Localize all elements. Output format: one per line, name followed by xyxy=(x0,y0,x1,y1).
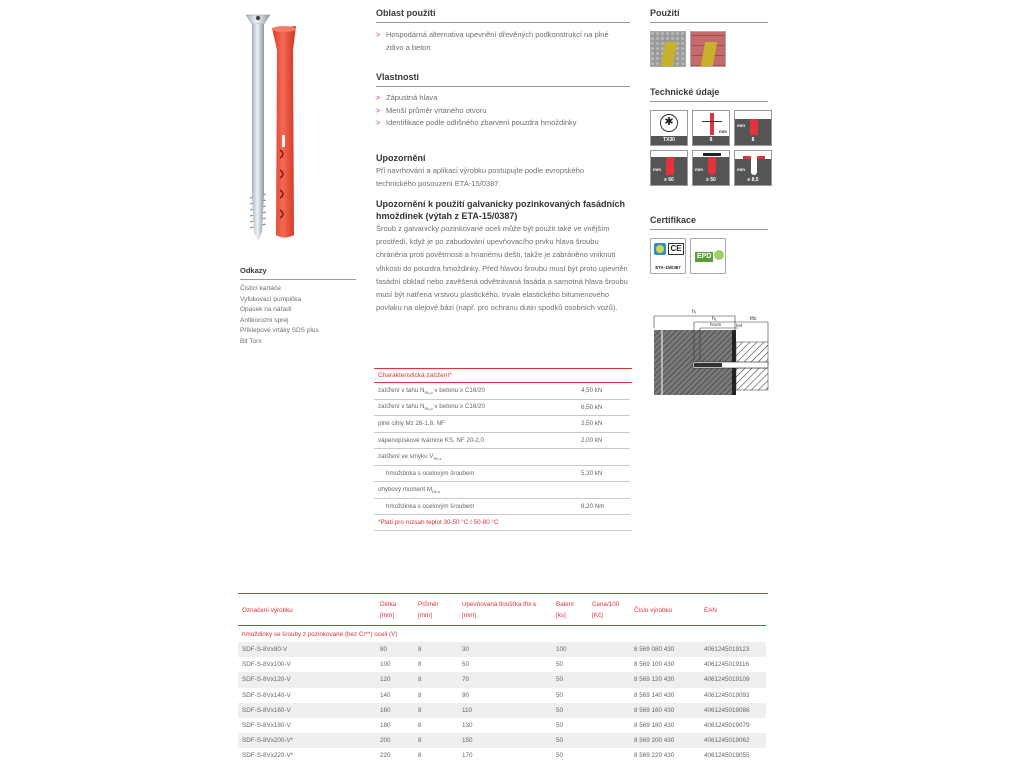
galvanic-warning-section xyxy=(376,198,632,314)
cell-diameter: 8 xyxy=(418,661,422,669)
cell-fixture-thickness: 170 xyxy=(462,752,473,760)
product-group-title: hmoždinky se šrouby z pozinkované (bez Cr**) oceli (V) xyxy=(242,630,398,638)
anchorage-depth-icon: mm ≥ 50 xyxy=(692,150,730,186)
cell-packaging: 50 xyxy=(556,752,564,760)
cell-fixture-thickness: 130 xyxy=(462,722,473,730)
cell-article-number: 8 569 180 430 xyxy=(634,722,675,730)
cell-diameter: 8 xyxy=(414,642,458,657)
product-row[interactable] xyxy=(238,748,766,763)
load-row xyxy=(374,432,630,449)
load-value xyxy=(577,449,630,466)
tech-title: Technické údaje xyxy=(650,87,768,102)
usage-item: > Hospodárná alternativa upevnění dřevěných podkonstrukcí na plné zdivo a beton xyxy=(376,29,630,54)
product-row[interactable] xyxy=(238,672,766,687)
load-label: hmoždinka s ocelovým šroubem xyxy=(374,465,577,482)
col-ean: EAN xyxy=(704,606,717,614)
cell-diameter: 8 xyxy=(414,672,458,687)
cell-packaging: 50 xyxy=(552,672,588,687)
cell-length: 140 xyxy=(380,691,391,699)
cell-product-name: SDF-S-8Vx120-V xyxy=(238,672,376,687)
link-tool-belt[interactable]: Opasek na nářadí xyxy=(240,306,292,313)
product-row[interactable] xyxy=(238,657,766,672)
usage-section xyxy=(376,8,630,54)
col-fixture-thickness: Upevňovaná tloušťka tfix ≤ [mm] xyxy=(462,601,537,619)
load-value: 6,50 kN xyxy=(577,399,630,416)
cell-ean: 4061245019116 xyxy=(704,661,750,669)
cell-price xyxy=(588,748,630,763)
product-row[interactable] xyxy=(238,642,766,657)
col-article-number: Číslo výrobku xyxy=(634,606,673,614)
cell-length: 120 xyxy=(376,672,414,687)
svg-text:h₁: h₁ xyxy=(712,316,717,322)
cell-product-name: SDF-S-8Vx200-V* xyxy=(238,733,376,748)
load-label: zatížení v tahu $N_{Rk,p}$ v betonu ≥ C16/20 xyxy=(374,383,577,399)
torx-drive-icon: ✱ TX30 xyxy=(650,110,688,146)
loads-title: Charakteristická zatížení* xyxy=(374,369,632,383)
epd-badge: EPD xyxy=(690,238,726,274)
cert-title: Certifikace xyxy=(650,215,768,230)
galvanic-warning-title: Upozornění k použití galvanicky pozinkovaných fasádních hmoždinek (výtah z ETA-15/0387) xyxy=(376,199,626,221)
cell-diameter: 8 xyxy=(414,703,458,718)
product-row[interactable] xyxy=(238,688,766,703)
cell-packaging: 50 xyxy=(552,733,588,748)
svg-text:tfix: tfix xyxy=(750,316,757,322)
tech-section xyxy=(650,87,768,102)
cell-fixture-thickness: 110 xyxy=(458,703,552,718)
property-item: > Identifikace podle odlišného zbarvení pouzdra hmoždinky xyxy=(376,117,630,130)
cell-article-number: 8 569 220 430 xyxy=(634,752,675,760)
cell-diameter: 8 xyxy=(418,752,422,760)
col-length: Délka [mm] xyxy=(380,601,397,619)
cell-ean: 4061245019062 xyxy=(700,733,766,748)
load-value: 2,00 kN xyxy=(577,432,630,449)
cell-price xyxy=(588,718,630,733)
cell-packaging: 50 xyxy=(552,703,588,718)
cell-product-name: SDF-S-8Vx80-V xyxy=(238,642,376,657)
load-label: zatížení ve smyku $V_{Rk,s}$ xyxy=(374,449,577,466)
screw-and-anchor-icon xyxy=(236,10,316,245)
load-label: hmoždinka s ocelovým šroubem xyxy=(374,498,577,515)
load-value: 8,20 Nm xyxy=(577,498,630,515)
load-value: 5,30 kN xyxy=(577,465,630,482)
cert-section xyxy=(650,215,768,230)
svg-text:hnom: hnom xyxy=(710,322,722,327)
product-row[interactable] xyxy=(238,718,766,733)
cell-product-name: SDF-S-8Vx220-V* xyxy=(242,752,294,760)
loads-table xyxy=(374,383,630,515)
col-price: Cena/100 [Kč] xyxy=(592,601,620,619)
cell-product-name: SDF-S-8Vx160-V xyxy=(238,703,376,718)
load-row xyxy=(374,498,630,515)
loads-footnote: *Platí pro rozsah teplot 30-50 °C / 50-80 °C xyxy=(374,515,632,531)
product-row[interactable] xyxy=(238,733,766,748)
links-title: Odkazy xyxy=(240,266,356,280)
cell-product-name: SDF-S-8Vx180-V xyxy=(242,722,291,730)
cell-ean: 4061245019086 xyxy=(700,703,766,718)
cell-article-number: 8 569 200 430 xyxy=(630,733,700,748)
load-row xyxy=(374,399,630,416)
cell-fixture-thickness: 90 xyxy=(462,691,470,699)
cell-packaging: 50 xyxy=(556,661,564,669)
cell-length: 180 xyxy=(380,722,391,730)
cell-product-name: SDF-S-8Vx140-V xyxy=(242,691,291,699)
cell-length: 80 xyxy=(376,642,414,657)
load-row xyxy=(374,482,630,499)
cell-ean: 4061245019109 xyxy=(700,672,766,687)
cell-price xyxy=(588,657,630,672)
cell-packaging: 50 xyxy=(556,691,564,699)
load-row xyxy=(374,449,630,466)
svg-text:h₁: h₁ xyxy=(692,309,697,315)
cell-article-number: 8 569 120 430 xyxy=(630,672,700,687)
load-row xyxy=(374,383,630,399)
products-section xyxy=(238,593,768,764)
product-image xyxy=(236,10,316,245)
load-label: ohybový moment $M_{Rk,s}$ xyxy=(374,482,577,499)
cell-product-name: SDF-S-8Vx100-V xyxy=(242,661,291,669)
cell-ean: 4061245019055 xyxy=(704,752,750,760)
cell-article-number: 8 569 140 430 xyxy=(634,691,675,699)
cell-length: 160 xyxy=(376,703,414,718)
link-sds-drills[interactable]: Příklepové vrtáky SDS plus xyxy=(240,327,319,334)
drill-diameter-icon: mm 8 xyxy=(734,110,772,146)
cell-diameter: 8 xyxy=(418,691,422,699)
load-label: vápenopískové tvárnice KS, NF 20-2,0 xyxy=(374,432,577,449)
links-section xyxy=(240,266,356,347)
drill-depth-icon: mm ≥ 60 xyxy=(650,150,688,186)
cell-length: 100 xyxy=(380,661,391,669)
property-item: > Menší průměr vrtaného otvoru xyxy=(376,105,630,118)
cell-fixture-thickness: 50 xyxy=(462,661,470,669)
clearance-hole-icon: mm ≤ 8,5 xyxy=(734,150,772,186)
products-table xyxy=(238,594,766,764)
use-section xyxy=(650,8,768,23)
load-row xyxy=(374,416,630,433)
link-cleaning-brushes[interactable]: Čisticí kartáče xyxy=(240,285,281,292)
cell-article-number: 8 569 160 430 xyxy=(630,703,700,718)
cell-diameter: 8 xyxy=(414,733,458,748)
warning-text: Při navrhování a aplikaci výrobku postupujte podle evropského technického posouzení ETA-15/0387. xyxy=(376,166,585,189)
galvanic-warning-text: Šroub z galvanicky pozinkované oceli může být použit také ve vnějším prostředí, když je po zabudování upevňovacího prvku hlava šroubu chráněna proti povětrnosti a hnanému dešti, takže je zabráněno vniknutí vlhkosti do pouzdra hmoždinky. Před hlavou šroubu musí být proto upevněn fasádní obklad nebo zavěšená odvětrávaná fasáda a samotná hlava šroubu musí být natřena vrstvou plastického, trvale elastického bitumenového povlaku na olejové bázi (např. pro ochranu dutin spodků osobních vozů). xyxy=(376,224,628,313)
cell-article-number: 8 569 080 430 xyxy=(630,642,700,657)
use-title: Použití xyxy=(650,8,768,23)
cell-price xyxy=(588,703,630,718)
cell-fixture-thickness: 70 xyxy=(458,672,552,687)
cell-fixture-thickness: 30 xyxy=(458,642,552,657)
cell-fixture-thickness: 150 xyxy=(458,733,552,748)
load-value xyxy=(577,482,630,499)
cell-article-number: 8 569 100 430 xyxy=(634,661,675,669)
cell-packaging: 50 xyxy=(556,722,564,730)
load-label: zatížení v tahu $N_{Rk,p}$ v betonu ≥ C16/20 xyxy=(374,399,577,416)
link-anticorrosion-spray[interactable]: Antikorozní sprej xyxy=(240,316,289,324)
brick-substrate-icon xyxy=(690,31,726,67)
anchor-diameter-icon: mm 8 xyxy=(692,110,730,146)
warning-title: Upozornění xyxy=(376,153,426,163)
load-label: plné cihly Mz 28-1,8, NF xyxy=(374,416,577,433)
cell-price xyxy=(588,642,630,657)
col-packaging: Balení [ks] xyxy=(556,601,574,619)
cell-price xyxy=(588,733,630,748)
cell-price xyxy=(588,672,630,687)
property-item: > Zápustná hlava xyxy=(376,92,630,105)
product-row[interactable] xyxy=(238,703,766,718)
cell-price xyxy=(588,688,630,703)
load-value: 2,50 kN xyxy=(577,416,630,433)
load-row xyxy=(374,465,630,482)
link-blow-out-pump[interactable]: Vyfukovací pumpička xyxy=(240,295,302,303)
col-diameter: Průměr [mm] xyxy=(418,601,439,619)
cell-length: 200 xyxy=(376,733,414,748)
cell-ean: 4061245019123 xyxy=(700,642,766,657)
cell-ean: 4061245019093 xyxy=(704,691,750,699)
warning-section xyxy=(376,152,630,190)
cell-packaging: 100 xyxy=(552,642,588,657)
ce-eta-badge: CE ETA-15/0387 xyxy=(650,238,686,274)
cell-diameter: 8 xyxy=(418,722,422,730)
cell-ean: 4061245019079 xyxy=(704,722,750,730)
concrete-substrate-icon xyxy=(650,31,686,67)
svg-text:hef: hef xyxy=(736,323,743,328)
cell-length: 220 xyxy=(380,752,391,760)
loads-section xyxy=(374,368,632,531)
installation-diagram xyxy=(650,300,770,395)
load-value: 4,50 kN xyxy=(577,383,630,399)
properties-title: Vlastnosti xyxy=(376,72,630,87)
properties-section xyxy=(376,72,630,130)
usage-title: Oblast použití xyxy=(376,8,630,23)
link-bit-torx[interactable]: Bit Torx xyxy=(240,337,262,345)
col-product-name: Označení výrobku xyxy=(242,606,293,614)
